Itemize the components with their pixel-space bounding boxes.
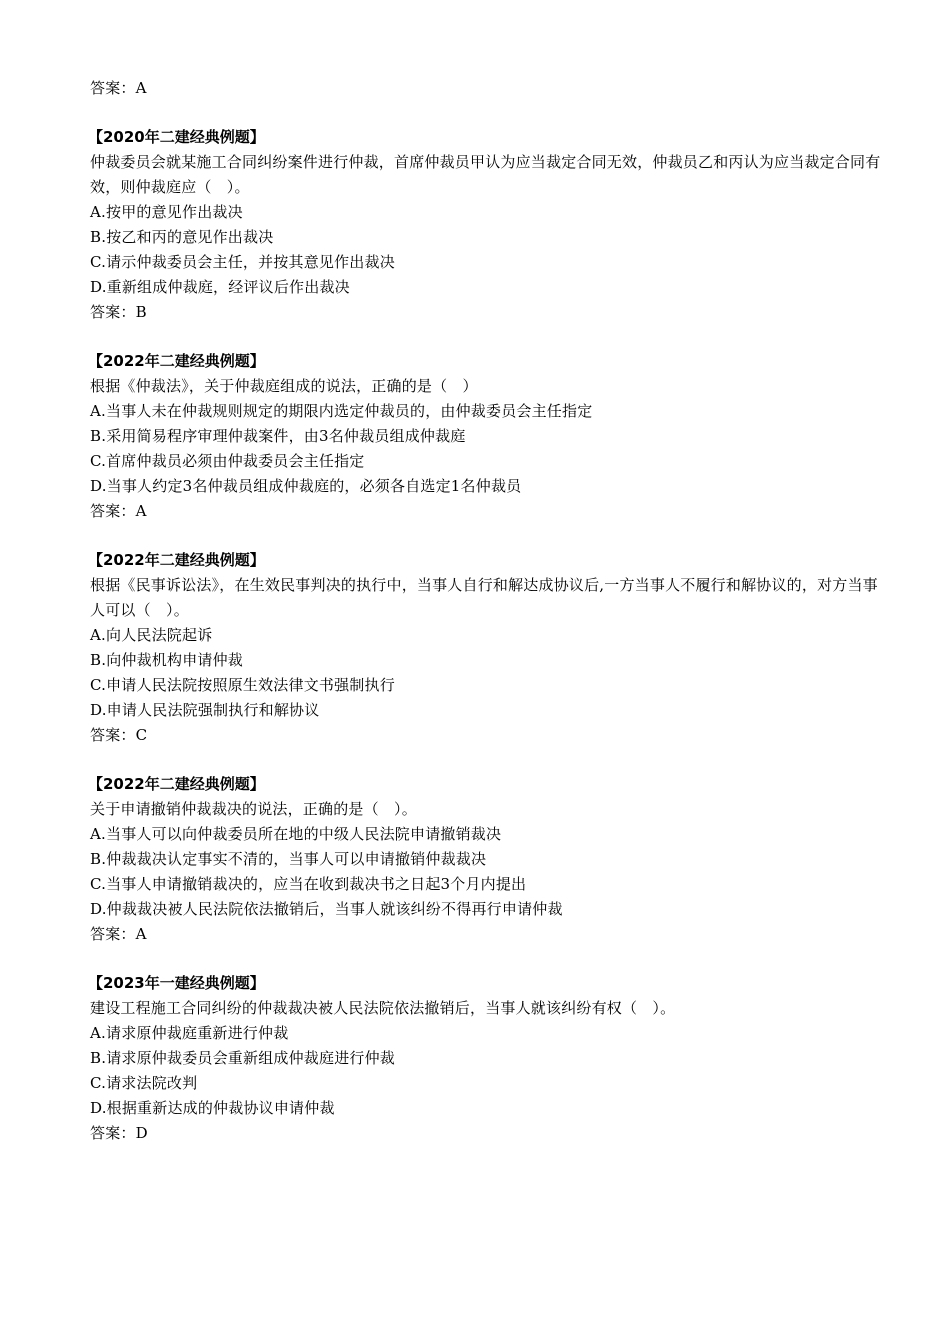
- question-block: [90, 548, 890, 748]
- question-stem: 仲裁委员会就某施工合同纠纷案件进行仲裁，首席仲裁员甲认为应当裁定合同无效，仲裁员乙和丙认为应当裁定合同有效，则仲裁庭应（ ）。: [90, 153, 881, 196]
- question-block: [90, 772, 890, 947]
- option-a: A.按甲的意见作出裁决: [90, 203, 243, 221]
- option-b: B.采用简易程序审理仲裁案件，由3名仲裁员组成仲裁庭: [90, 427, 466, 445]
- option-b: B.按乙和丙的意见作出裁决: [90, 228, 274, 246]
- question-stem: 关于申请撤销仲裁裁决的说法，正确的是（ ）。: [90, 800, 417, 818]
- spacer: [90, 101, 890, 125]
- option-c: C.申请人民法院按照原生效法律文书强制执行: [90, 676, 395, 694]
- spacer: [90, 524, 890, 548]
- question-block: [90, 349, 890, 524]
- option-a: A.当事人未在仲裁规则规定的期限内选定仲裁员的，由仲裁委员会主任指定: [90, 402, 593, 420]
- option-d: D.当事人约定3名仲裁员组成仲裁庭的，必须各自选定1名仲裁员: [90, 477, 522, 495]
- option-c: C.请求法院改判: [90, 1074, 198, 1092]
- question-heading: 【2022年二建经典例题】: [88, 352, 265, 370]
- document-page: [90, 76, 890, 1146]
- question-block: [90, 971, 890, 1146]
- spacer: [90, 325, 890, 349]
- answer-line: 答案：C: [90, 726, 148, 744]
- answer-line: 答案：A: [90, 925, 147, 943]
- option-a: A.向人民法院起诉: [90, 626, 213, 644]
- question-heading: 【2022年二建经典例题】: [88, 551, 265, 569]
- option-c: C.请示仲裁委员会主任，并按其意见作出裁决: [90, 253, 395, 271]
- option-d: D.仲裁裁决被人民法院依法撤销后，当事人就该纠纷不得再行申请仲裁: [90, 900, 563, 918]
- question-heading: 【2023年一建经典例题】: [88, 974, 265, 992]
- answer-line: 答案：B: [90, 303, 147, 321]
- spacer: [90, 947, 890, 971]
- option-c: C.首席仲裁员必须由仲裁委员会主任指定: [90, 452, 365, 470]
- option-a: A.请求原仲裁庭重新进行仲裁: [90, 1024, 289, 1042]
- option-b: B.向仲裁机构申请仲裁: [90, 651, 243, 669]
- option-d: D.根据重新达成的仲裁协议申请仲裁: [90, 1099, 335, 1117]
- option-b: B.仲裁裁决认定事实不清的，当事人可以申请撤销仲裁裁决: [90, 850, 487, 868]
- question-stem: 根据《仲裁法》，关于仲裁庭组成的说法，正确的是（ ）: [90, 377, 478, 395]
- answer-line: 答案：A: [90, 79, 147, 97]
- question-stem: 建设工程施工合同纠纷的仲裁裁决被人民法院依法撤销后，当事人就该纠纷有权（ ）。: [90, 999, 676, 1017]
- answer-line: 答案：D: [90, 1124, 148, 1142]
- question-heading: 【2020年二建经典例题】: [88, 128, 265, 146]
- question-heading: 【2022年二建经典例题】: [88, 775, 265, 793]
- option-a: A.当事人可以向仲裁委员所在地的中级人民法院申请撤销裁决: [90, 825, 502, 843]
- option-d: D.申请人民法院强制执行和解协议: [90, 701, 320, 719]
- option-b: B.请求原仲裁委员会重新组成仲裁庭进行仲裁: [90, 1049, 395, 1067]
- question-block: [90, 125, 890, 325]
- option-d: D.重新组成仲裁庭，经评议后作出裁决: [90, 278, 350, 296]
- question-stem: 根据《民事诉讼法》，在生效民事判决的执行中，当事人自行和解达成协议后,一方当事人不履行和解协议的，对方当事人可以（ ）。: [90, 576, 878, 619]
- answer-line: 答案：A: [90, 502, 147, 520]
- option-c: C.当事人申请撤销裁决的，应当在收到裁决书之日起3个月内提出: [90, 875, 527, 893]
- spacer: [90, 748, 890, 772]
